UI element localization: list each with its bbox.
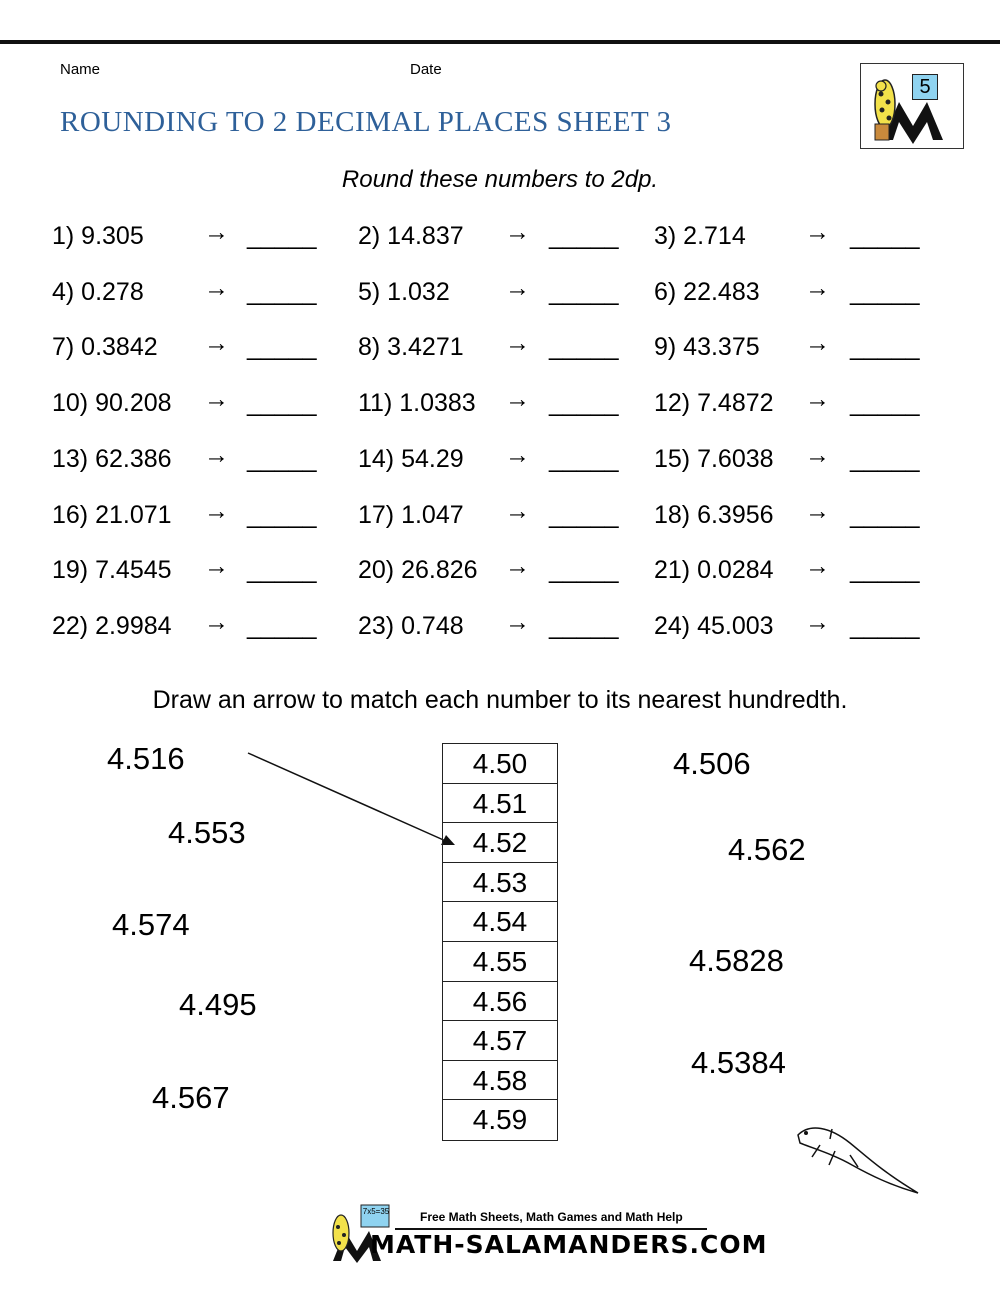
left-number: 4.567 (152, 1080, 230, 1115)
question-5: 5) 1.032 (358, 277, 450, 306)
answer-blank[interactable]: _____ (850, 444, 920, 473)
answer-blank[interactable]: _____ (549, 389, 619, 418)
arrow-icon: → (505, 329, 530, 358)
answer-blank[interactable]: _____ (247, 500, 317, 529)
question-3: 3) 2.714 (654, 222, 746, 250)
grade-badge: 5 (912, 74, 938, 100)
footer-tagline: Free Math Sheets, Math Games and Math Help (420, 1210, 683, 1224)
target-cell: 4.54 (443, 902, 557, 942)
arrow-icon: → (505, 218, 530, 246)
left-number: 4.516 (107, 741, 185, 776)
target-cell: 4.57 (443, 1021, 557, 1061)
arrow-icon: → (505, 440, 530, 469)
salamander-icon (790, 1115, 925, 1195)
answer-blank[interactable]: _____ (850, 389, 920, 418)
question-11: 11) 1.0383 (358, 389, 476, 418)
arrow-icon: → (805, 440, 830, 469)
answer-blank[interactable]: _____ (247, 444, 317, 473)
rounding-instructions: Round these numbers to 2dp. (341, 166, 659, 193)
question-21: 21) 0.0284 (654, 556, 774, 585)
answer-blank[interactable]: _____ (247, 277, 317, 306)
question-8: 8) 3.4271 (358, 333, 464, 362)
question-13: 13) 62.386 (52, 444, 172, 473)
question-15: 15) 7.6038 (654, 444, 774, 473)
target-cell: 4.59 (472, 1104, 528, 1136)
arrow-icon: → (505, 273, 530, 302)
arrow-icon: → (204, 552, 229, 581)
question-9: 9) 43.375 (654, 333, 760, 362)
answer-blank[interactable]: _____ (549, 333, 619, 362)
answer-blank[interactable]: _____ (850, 500, 920, 529)
date-label: Date (410, 61, 442, 78)
arrow-icon: → (505, 607, 530, 636)
arrow-icon: → (505, 496, 530, 525)
target-cell: 4.58 (443, 1061, 557, 1101)
question-23: 23) 0.748 (358, 611, 464, 640)
right-number: 4.5384 (691, 1045, 786, 1080)
left-number: 4.495 (179, 987, 257, 1022)
name-label: Name (60, 61, 101, 78)
arrow-icon: → (204, 385, 229, 414)
arrow-icon: → (204, 329, 229, 358)
target-cell: 4.51 (443, 784, 557, 824)
question-17: 17) 1.047 (358, 500, 464, 529)
answer-blank[interactable]: _____ (549, 444, 619, 473)
question-1: 1) 9.305 (52, 222, 144, 250)
answer-blank[interactable]: _____ (850, 333, 920, 362)
answer-blank[interactable]: _____ (247, 556, 317, 585)
question-16: 16) 21.071 (52, 500, 172, 529)
answer-blank[interactable]: _____ (549, 556, 619, 585)
arrow-icon: → (204, 607, 229, 636)
question-2: 2) 14.837 (358, 222, 464, 250)
arrow-icon: → (805, 218, 830, 246)
arrow-icon: → (805, 607, 830, 636)
answer-blank[interactable]: _____ (850, 611, 920, 640)
answer-blank[interactable]: _____ (247, 333, 317, 362)
footer-brand: MATH-SALAMANDERS.COM (370, 1230, 768, 1259)
left-number: 4.553 (168, 815, 246, 850)
answer-blank[interactable]: _____ (247, 389, 317, 418)
question-14: 14) 54.29 (358, 444, 464, 473)
target-cell: 4.52 (443, 823, 557, 863)
arrow-icon: → (204, 440, 229, 469)
matching-instructions: Draw an arrow to match each number to its nearest hundredth. (152, 686, 848, 714)
question-20: 20) 26.826 (358, 556, 478, 585)
arrow-icon: → (805, 273, 830, 302)
right-number: 4.562 (728, 832, 806, 867)
answer-blank[interactable]: _____ (549, 611, 619, 640)
arrow-icon: → (204, 496, 229, 525)
question-18: 18) 6.3956 (654, 500, 774, 529)
arrow-icon: → (805, 552, 830, 581)
arrow-icon: → (204, 218, 229, 246)
hundredths-table (442, 743, 558, 1141)
right-number: 4.506 (673, 746, 751, 781)
answer-blank[interactable]: _____ (549, 222, 619, 250)
target-cell: 4.50 (443, 744, 557, 784)
question-22: 22) 2.9984 (52, 611, 172, 640)
question-19: 19) 7.4545 (52, 556, 172, 585)
answer-blank[interactable]: _____ (850, 277, 920, 306)
footer-logo-equation: 7x5=35 (362, 1207, 390, 1216)
answer-blank[interactable]: _____ (247, 611, 317, 640)
answer-blank[interactable]: _____ (247, 222, 317, 250)
answer-blank[interactable]: _____ (549, 277, 619, 306)
arrow-icon: → (204, 273, 229, 302)
target-cell: 4.53 (443, 863, 557, 903)
arrow-icon: → (505, 552, 530, 581)
question-6: 6) 22.483 (654, 277, 760, 306)
question-12: 12) 7.4872 (654, 389, 774, 418)
answer-blank[interactable]: _____ (549, 500, 619, 529)
question-7: 7) 0.3842 (52, 333, 158, 362)
page-title: ROUNDING TO 2 DECIMAL PLACES SHEET 3 (60, 106, 672, 138)
target-cell: 4.55 (443, 942, 557, 982)
target-cell: 4.56 (443, 982, 557, 1022)
right-number: 4.5828 (689, 943, 784, 978)
answer-blank[interactable]: _____ (850, 222, 920, 250)
answer-blank[interactable]: _____ (850, 556, 920, 585)
question-24: 24) 45.003 (654, 611, 774, 640)
arrow-icon: → (805, 385, 830, 414)
question-4: 4) 0.278 (52, 277, 144, 306)
arrow-icon: → (805, 329, 830, 358)
arrow-icon: → (805, 496, 830, 525)
left-number: 4.574 (112, 907, 190, 942)
arrow-icon: → (505, 385, 530, 414)
question-10: 10) 90.208 (52, 389, 172, 418)
